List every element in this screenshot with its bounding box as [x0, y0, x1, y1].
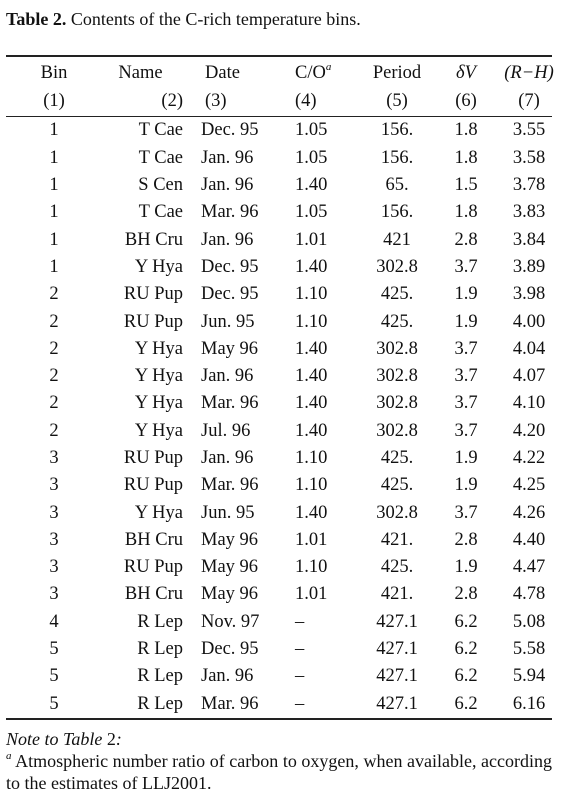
cell-co: 1.10	[295, 557, 328, 578]
col-dv-label: δV	[456, 63, 476, 84]
cell-name: RU Pup	[123, 284, 183, 305]
cell-rh: 4.07	[512, 366, 546, 387]
col-period-header: Period	[372, 63, 422, 84]
cell-dv: 6.2	[454, 639, 478, 660]
cell-bin: 2	[49, 393, 59, 414]
cell-date: Jan. 96	[201, 175, 254, 196]
cell-name: R Lep	[137, 611, 183, 632]
col-dv-header	[437, 60, 495, 87]
cell-rh: 4.22	[512, 448, 546, 468]
note-heading-prefix: Note to Table	[6, 729, 107, 749]
header-row	[14, 60, 563, 87]
cell-name: Y Hya	[134, 420, 183, 441]
table-row	[14, 172, 563, 199]
table-row	[14, 390, 563, 417]
table-row	[14, 527, 563, 554]
cell-date: Dec. 95	[201, 284, 259, 305]
cell-date: Mar. 96	[201, 393, 259, 414]
table-row	[14, 199, 563, 226]
table-title: Contents of the C-rich temperature bins.	[66, 9, 361, 29]
cell-date: Mar. 96	[201, 202, 259, 223]
cell-co: 1.10	[295, 311, 328, 332]
cell-rh: 4.26	[512, 502, 546, 523]
cell-dv: 1.9	[454, 448, 478, 468]
cell-name: BH Cru	[124, 529, 183, 550]
cell-name: R Lep	[137, 639, 183, 660]
cell-date: Dec. 95	[201, 120, 259, 141]
cell-co: 1.10	[295, 475, 328, 496]
cell-co: 1.10	[295, 448, 328, 468]
cell-date: Jun. 95	[201, 502, 255, 523]
bottom-rule	[6, 718, 552, 720]
cell-date: Jan. 96	[201, 666, 254, 687]
cell-name: T Cae	[138, 147, 183, 168]
cell-period: 421.	[380, 529, 414, 550]
cell-period: 427.1	[376, 611, 418, 632]
table-caption	[6, 8, 361, 30]
note-heading-number: 2	[106, 729, 116, 749]
cell-period: 156.	[380, 120, 414, 141]
table-label: Table 2.	[6, 9, 67, 29]
cell-period: 421.	[380, 584, 414, 605]
col-number: (7)	[518, 90, 540, 111]
table-row	[14, 472, 563, 499]
cell-bin: 2	[49, 420, 59, 441]
col-rh-header	[495, 60, 563, 87]
cell-rh: 4.25	[512, 475, 546, 496]
col-date-header: Date	[205, 63, 240, 84]
col-bin-header: Bin	[40, 63, 68, 84]
cell-date: Mar. 96	[201, 693, 259, 714]
cell-name: RU Pup	[123, 448, 183, 468]
cell-rh: 4.10	[512, 393, 546, 414]
cell-name: S Cen	[138, 175, 183, 196]
cell-name: Y Hya	[134, 393, 183, 414]
table-row	[14, 636, 563, 663]
cell-period: 302.8	[376, 393, 418, 414]
cell-dv: 1.8	[454, 202, 478, 223]
cell-rh: 4.00	[512, 311, 546, 332]
cell-bin: 1	[49, 147, 59, 168]
table-row	[14, 226, 563, 253]
cell-period: 425.	[380, 284, 414, 305]
table-row	[14, 336, 563, 363]
table-row	[14, 554, 563, 581]
cell-date: Jun. 95	[201, 311, 255, 332]
cell-name: R Lep	[137, 666, 183, 687]
cell-bin: 2	[49, 311, 59, 332]
cell-rh: 3.98	[512, 284, 546, 305]
cell-dv: 6.2	[454, 611, 478, 632]
cell-name: Y Hya	[134, 502, 183, 523]
cell-period: 427.1	[376, 666, 418, 687]
cell-date: Mar. 96	[201, 475, 259, 496]
cell-dv: 3.7	[454, 393, 478, 414]
cell-period: 425.	[380, 448, 414, 468]
cell-dv: 3.7	[454, 338, 478, 359]
cell-rh: 4.47	[512, 557, 546, 578]
cell-rh: 5.58	[512, 639, 546, 660]
table-row	[14, 499, 563, 526]
cell-rh: 4.04	[512, 338, 546, 359]
cell-co: 1.01	[295, 529, 328, 550]
cell-co: 1.40	[295, 502, 328, 523]
col-number: (2)	[161, 90, 183, 111]
cell-dv: 1.9	[454, 284, 478, 305]
top-rule	[6, 55, 552, 57]
cell-dv: 3.7	[454, 502, 478, 523]
cell-period: 302.8	[376, 338, 418, 359]
cell-period: 427.1	[376, 639, 418, 660]
table-row	[14, 581, 563, 608]
cell-bin: 5	[49, 666, 59, 687]
table-row	[14, 418, 563, 445]
cell-bin: 2	[49, 338, 59, 359]
cell-co: 1.01	[295, 584, 328, 605]
cell-dv: 1.8	[454, 147, 478, 168]
cell-date: Nov. 97	[201, 611, 260, 632]
cell-name: RU Pup	[123, 475, 183, 496]
cell-rh: 3.84	[512, 229, 546, 250]
note-heading	[6, 728, 552, 750]
col-rh-label: (R−H)	[504, 63, 554, 84]
col-number: (1)	[43, 90, 65, 111]
cell-period: 156.	[380, 202, 414, 223]
col-name-header: Name	[118, 63, 163, 84]
cell-co: 1.40	[295, 393, 328, 414]
col-number: (5)	[386, 90, 408, 111]
cell-bin: 3	[49, 584, 59, 605]
cell-bin: 1	[49, 120, 59, 141]
cell-name: RU Pup	[123, 311, 183, 332]
table-row	[14, 445, 563, 472]
col-co-label: C/O	[295, 63, 326, 84]
cell-period: 425.	[380, 557, 414, 578]
cell-dv: 3.7	[454, 420, 478, 441]
cell-co: 1.40	[295, 256, 328, 277]
cell-co: 1.40	[295, 420, 328, 441]
cell-co: 1.40	[295, 175, 328, 196]
cell-dv: 6.2	[454, 693, 478, 714]
footnote	[6, 750, 552, 794]
cell-date: May 96	[201, 557, 259, 578]
cell-date: Jan. 96	[201, 147, 254, 168]
cell-date: Jan. 96	[201, 448, 254, 468]
cell-bin: 2	[49, 366, 59, 387]
cell-rh: 3.78	[512, 175, 546, 196]
col-co-header	[295, 60, 357, 87]
cell-period: 65.	[385, 175, 409, 196]
data-table	[14, 60, 563, 718]
cell-rh: 4.40	[512, 529, 546, 550]
cell-name: R Lep	[137, 693, 183, 714]
cell-name: Y Hya	[134, 366, 183, 387]
cell-rh: 4.78	[512, 584, 546, 605]
cell-rh: 5.08	[512, 611, 546, 632]
table-row	[14, 609, 563, 636]
cell-dv: 6.2	[454, 666, 478, 687]
cell-bin: 1	[49, 256, 59, 277]
cell-dv: 1.9	[454, 311, 478, 332]
cell-co: –	[295, 693, 305, 714]
cell-dv: 2.8	[454, 584, 478, 605]
table-row	[14, 254, 563, 281]
cell-co: 1.05	[295, 147, 328, 168]
cell-period: 302.8	[376, 502, 418, 523]
column-number-row	[14, 87, 563, 117]
cell-bin: 1	[49, 175, 59, 196]
cell-date: Jul. 96	[201, 420, 251, 441]
cell-co: –	[295, 666, 305, 687]
table-row	[14, 281, 563, 308]
cell-name: T Cae	[138, 120, 183, 141]
cell-bin: 3	[49, 557, 59, 578]
cell-bin: 2	[49, 284, 59, 305]
cell-period: 302.8	[376, 420, 418, 441]
cell-bin: 3	[49, 502, 59, 523]
cell-name: RU Pup	[123, 557, 183, 578]
footnote-marker: a	[6, 750, 12, 762]
cell-rh: 3.58	[512, 147, 546, 168]
cell-date: May 96	[201, 338, 259, 359]
cell-co: 1.01	[295, 229, 328, 250]
cell-co: –	[295, 639, 305, 660]
note-heading-suffix: :	[115, 729, 122, 749]
table-note	[6, 728, 552, 794]
cell-co: –	[295, 611, 305, 632]
table-row	[14, 663, 563, 690]
cell-date: Dec. 95	[201, 256, 259, 277]
cell-period: 425.	[380, 475, 414, 496]
cell-rh: 3.83	[512, 202, 546, 223]
cell-co: 1.40	[295, 338, 328, 359]
cell-dv: 1.8	[454, 120, 478, 141]
cell-dv: 1.5	[454, 175, 478, 196]
cell-rh: 3.55	[512, 120, 546, 141]
table-row	[14, 691, 563, 718]
cell-bin: 4	[49, 611, 59, 632]
cell-date: May 96	[201, 584, 259, 605]
cell-date: Jan. 96	[201, 229, 254, 250]
footnote-text: Atmospheric number ratio of carbon to oxygen, when available, according to the estimates of LLJ2001.	[6, 751, 552, 793]
cell-dv: 1.9	[454, 475, 478, 496]
cell-date: May 96	[201, 529, 259, 550]
cell-name: BH Cru	[124, 229, 183, 250]
cell-bin: 3	[49, 529, 59, 550]
table-row	[14, 117, 563, 144]
cell-period: 425.	[380, 311, 414, 332]
table-row	[14, 145, 563, 172]
table-row	[14, 363, 563, 390]
cell-bin: 3	[49, 475, 59, 496]
cell-name: BH Cru	[124, 584, 183, 605]
cell-dv: 2.8	[454, 229, 478, 250]
cell-name: Y Hya	[134, 256, 183, 277]
cell-dv: 3.7	[454, 256, 478, 277]
cell-dv: 1.9	[454, 557, 478, 578]
col-number: (4)	[295, 90, 317, 111]
cell-co: 1.05	[295, 202, 328, 223]
cell-co: 1.40	[295, 366, 328, 387]
cell-bin: 3	[49, 448, 59, 468]
cell-period: 427.1	[376, 693, 418, 714]
table-row	[14, 308, 563, 335]
cell-dv: 3.7	[454, 366, 478, 387]
table-body	[14, 117, 563, 718]
cell-period: 156.	[380, 147, 414, 168]
cell-dv: 2.8	[454, 529, 478, 550]
cell-rh: 6.16	[512, 693, 546, 714]
co-footnote-marker: a	[325, 61, 332, 74]
cell-name: Y Hya	[134, 338, 183, 359]
cell-co: 1.10	[295, 284, 328, 305]
cell-bin: 5	[49, 693, 59, 714]
cell-date: Jan. 96	[201, 366, 254, 387]
cell-rh: 3.89	[512, 256, 546, 277]
col-number: (3)	[205, 90, 227, 111]
cell-period: 302.8	[376, 256, 418, 277]
cell-bin: 1	[49, 202, 59, 223]
cell-rh: 4.20	[512, 420, 546, 441]
col-number: (6)	[455, 90, 477, 111]
cell-name: T Cae	[138, 202, 183, 223]
cell-date: Dec. 95	[201, 639, 259, 660]
cell-bin: 1	[49, 229, 59, 250]
cell-bin: 5	[49, 639, 59, 660]
cell-period: 421	[383, 229, 411, 250]
cell-rh: 5.94	[512, 666, 546, 687]
cell-co: 1.05	[295, 120, 328, 141]
cell-period: 302.8	[376, 366, 418, 387]
